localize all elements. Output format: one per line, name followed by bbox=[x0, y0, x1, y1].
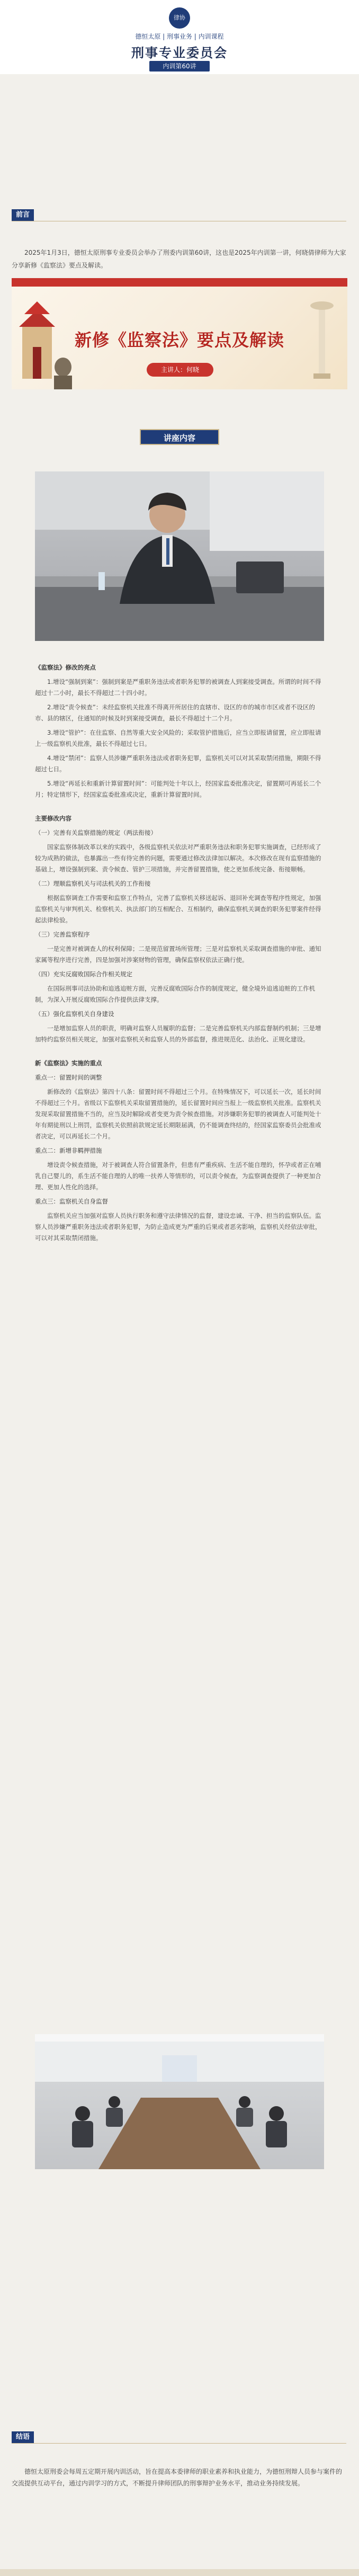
article-subheading: 重点一：留置时间的调整 bbox=[35, 1074, 102, 1081]
page-title: 刑事专业委员会 bbox=[131, 46, 228, 60]
meeting-photo bbox=[35, 2034, 324, 2169]
article-paragraph: 一是增加监察人员的职责，明确对监察人员履职的监督；二是完善监察机关内部监督制约机制；三是增加特约监察员相关规定，加强对监察机关和监察人员的外部监督，推进规范化、法治化、正规化建设。 bbox=[35, 1024, 321, 1043]
banner-title: 新修《监察法》要点及解读 bbox=[74, 330, 284, 350]
article-body bbox=[35, 662, 324, 1247]
issue-badge: 内训第60讲 bbox=[149, 61, 210, 72]
header bbox=[0, 0, 359, 74]
section-tag-content: 讲座内容 bbox=[140, 429, 219, 445]
speaker-photo bbox=[35, 471, 324, 641]
article-paragraph: 根据监察调查工作需要和监察工作特点，完善了监察机关移送起诉、退回补充调查等程序性规定，加强监察机关与审判机关、检察机关、执法部门的互相配合、互相制约，确保监察机关调查的职务犯罪案件经得起法律检验。 bbox=[35, 894, 321, 924]
article-subheading: 重点二：新增非羁押措施 bbox=[35, 1147, 102, 1154]
huabiao-icon bbox=[304, 294, 340, 379]
article-subheading: 重点三：监察机关自身监督 bbox=[35, 1198, 108, 1205]
article-paragraph: 新修改的《监察法》第四十八条：留置时间不得超过三个月。在特殊情况下，可以延长一次，延长时间不得超过三个月。省级以下监察机关采取留置措施的，延长留置时间应当报上一级监察机关批准。监察机关发现采取留置措施不当的，应当及时解除或者变更为责令候查措施。对涉嫌职务犯罪的被调查人可能判处十年有期徒刑以上刑罚，监察机关依照前款规定延长期限届满，仍不能调查终结的，经国家监察委员会批准或者决定，可以再延长二个月。 bbox=[35, 1088, 321, 1140]
section-tag-closing: 结语 bbox=[12, 2431, 34, 2443]
article-heading: 新《监察法》实施的重点 bbox=[35, 1059, 102, 1067]
stone-lion-icon bbox=[51, 352, 75, 389]
tiananmen-icon bbox=[19, 294, 55, 379]
article-paragraph: 增设责令候查措施，对于被调查人符合留置条件，但患有严重疾病、生活不能自理的，怀孕或者正在哺乳自己婴儿的，系生活不能自理的人的唯一扶养人等情形的，可以责令候查，为监察调查提供了一种更加合理、更加人性化的选择。 bbox=[35, 1161, 321, 1191]
section-tag-intro: 前言 bbox=[12, 209, 34, 221]
article-paragraph: 4.增设“禁闭”：监察人员涉嫌严重职务违法或者职务犯罪，监察机关可以对其采取禁闭措施，期限不得超过七日。 bbox=[35, 754, 321, 773]
article-heading: 主要修改内容 bbox=[35, 815, 71, 822]
lecture-banner bbox=[12, 278, 347, 389]
article-subheading: （二）理顺监察机关与司法机关的工作衔接 bbox=[35, 880, 151, 887]
article-subheading: （一）完善有关监察措施的规定（两法衔接） bbox=[35, 829, 157, 836]
header-subline: 德恒太原 | 刑事业务 | 内训课程 bbox=[135, 33, 224, 40]
intro-paragraph: 2025年1月3日，德恒太原刑事专业委员会举办了刑委内训第60讲，这也是2025年内训第一讲，何晓倩律师为大家分享新修《监察法》要点及解读。 bbox=[12, 249, 346, 269]
closing-paragraph: 德恒太原刑委会每周五定期开展内训活动，旨在提高本委律师的职业素养和执业能力，为德恒刑辩人员参与案件的交流提供互动平台，通过内训学习的方式，不断提升律师团队的刑事辩护业务水平，推动业务持续发展。 bbox=[12, 2468, 343, 2487]
article-paragraph: 一是完善对被调查人的权利保障；二是规范留置场所管理；三是对监察机关采取调查措施的审批、通知家属等程序进行完善，四是加强对涉案财物的管理，确保监察权依法正确行使。 bbox=[35, 945, 321, 964]
article-subheading: （三）完善监察程序 bbox=[35, 931, 90, 938]
article-paragraph: 在国际刑事司法协助和追逃追赃方面，完善反腐败国际合作的制度规定，健全境外追逃追赃的工作机制，为深入开展反腐败国际合作提供法律支撑。 bbox=[35, 985, 315, 1003]
article-subheading: （五）强化监察机关自身建设 bbox=[35, 1010, 114, 1018]
article-paragraph: 5.增设“再延长和重新计算留置时间”：可能判处十年以上，经国家监委批准决定，留置期可再延长二个月；特定情形下，经国家监委批准或决定，重新计算留置时间。 bbox=[35, 780, 321, 798]
bottom-bar bbox=[0, 2569, 359, 2576]
article-paragraph: 监察机关应当加强对监察人员执行职务和遵守法律情况的监督，建设忠诚、干净、担当的监察队伍。监察人员涉嫌严重职务违法或者职务犯罪，为防止造成更为严重的后果或者恶劣影响，监察机关经依法审批，可以对其采取禁闭措施。 bbox=[35, 1212, 321, 1242]
article-paragraph: 3.增设“管护”：在住监察、自然等重大安全风险的；采取管护措施后，应当立即报请留置，应立即报请上一级监察机关批准，最长不得超过七日。 bbox=[35, 729, 321, 747]
article-paragraph: 国家监察体制改革以来的实践中，各级监察机关依法对严重职务违法和职务犯罪实施调查，已经形成了较为成熟的做法，也暴露出一些有待完善的问题，需要通过修改法律加以解决。本次修改在现有监察措施的基础上，增设强制到案、责令候查、管护三项措施，并完善留置措施，使之更加系统完备、衔接顺畅。 bbox=[35, 843, 321, 873]
article-paragraph: 1.增设“强制到案”：强制到案是严重职务违法或者职务犯罪的被调查人到案接受调查。所谓的时间不得超过十二小时，最长不得超过二十四小时。 bbox=[35, 678, 321, 697]
article-heading: 《监察法》修改的亮点 bbox=[35, 664, 96, 671]
banner-host: 主讲人：何晓 bbox=[147, 363, 213, 377]
logo: 律协 bbox=[169, 7, 190, 29]
article-subheading: （四）充实反腐败国际合作相关规定 bbox=[35, 970, 132, 978]
meeting-photo-illustration bbox=[35, 2034, 324, 2169]
banner-roof-strip bbox=[12, 278, 347, 287]
speaker-photo-illustration bbox=[35, 471, 324, 641]
section-divider bbox=[12, 2443, 346, 2444]
article-paragraph: 2.增设“责令候查”：未经监察机关批准不得离开所居住的直辖市、设区的市的城市市区或者不设区的市、县的辖区，住通知的时候及时到案接受调查，最长不得超过十二个月。 bbox=[35, 703, 315, 722]
